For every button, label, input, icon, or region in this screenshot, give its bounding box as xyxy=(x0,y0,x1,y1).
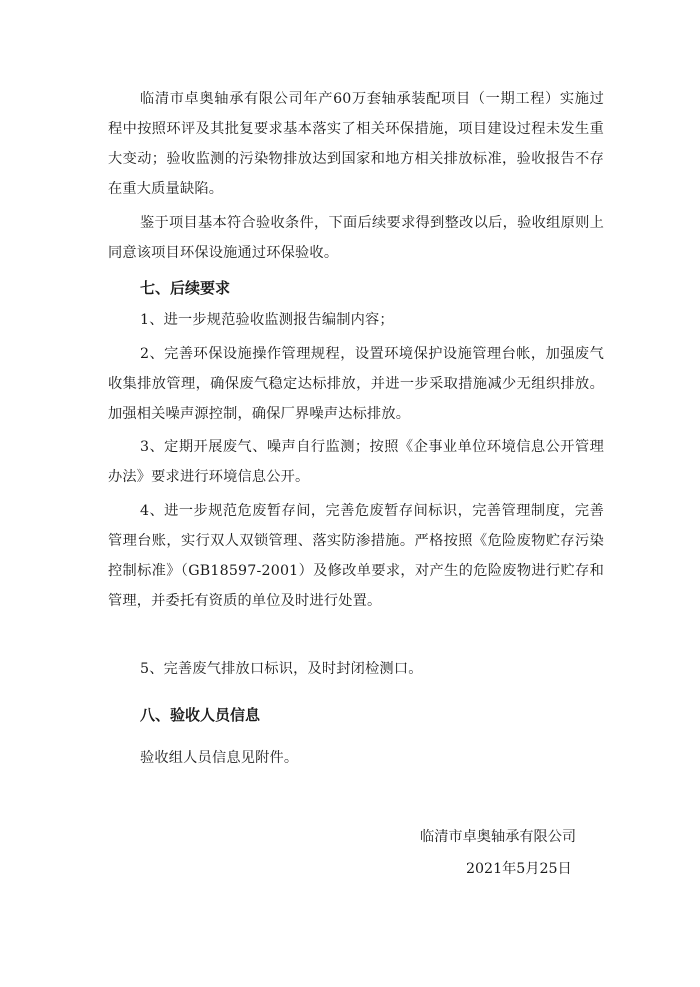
requirement-item-1: 1、进一步规范验收监测报告编制内容； xyxy=(140,312,394,328)
acceptance-paragraph: 鉴于项目基本符合验收条件，下面后续要求得到整改以后，验收组原则上同意该项目环保设施通过环保验收。 xyxy=(108,215,604,261)
signature-company: 临清市卓奥轴承有限公司 xyxy=(420,829,577,845)
requirement-item-4: 4、进一步规范危废暂存间，完善危废暂存间标识，完善管理制度，完善管理台账，实行双人双锁管理、落实防渗措施。严格按照《危险废物贮存污染控制标准》（GB18597-2001）及修改单要求，对产生的危险废物进行贮存和管理，并委托有资质的单位及时进行处置。 xyxy=(108,503,604,609)
requirement-item-2: 2、完善环保设施操作管理规程，设置环境保护设施管理台帐，加强废气收集排放管理，确保废气稳定达标排放，并进一步采取措施减少无组织排放。加强相关噪声源控制，确保厂界噪声达标排放。 xyxy=(108,346,604,422)
section-8-title: 八、验收人员信息 xyxy=(140,706,261,724)
personnel-info-text: 验收组人员信息见附件。 xyxy=(140,750,299,766)
signature-date: 2021年5月25日 xyxy=(466,861,572,877)
conclusion-paragraph: 临清市卓奥轴承有限公司年产60万套轴承装配项目（一期工程）实施过程中按照环评及其批复要求基本落实了相关环保措施，项目建设过程未发生重大变动；验收监测的污染物排放达到国家和地方相关排放标准，验收报告不存在重大质量缺陷。 xyxy=(108,91,604,197)
requirement-item-3: 3、定期开展废气、噪声自行监测；按照《企事业单位环境信息公开管理办法》要求进行环境信息公开。 xyxy=(108,439,604,485)
section-7-title: 七、后续要求 xyxy=(140,279,231,297)
requirement-item-5: 5、完善废气排放口标识，及时封闭检测口。 xyxy=(140,661,423,677)
